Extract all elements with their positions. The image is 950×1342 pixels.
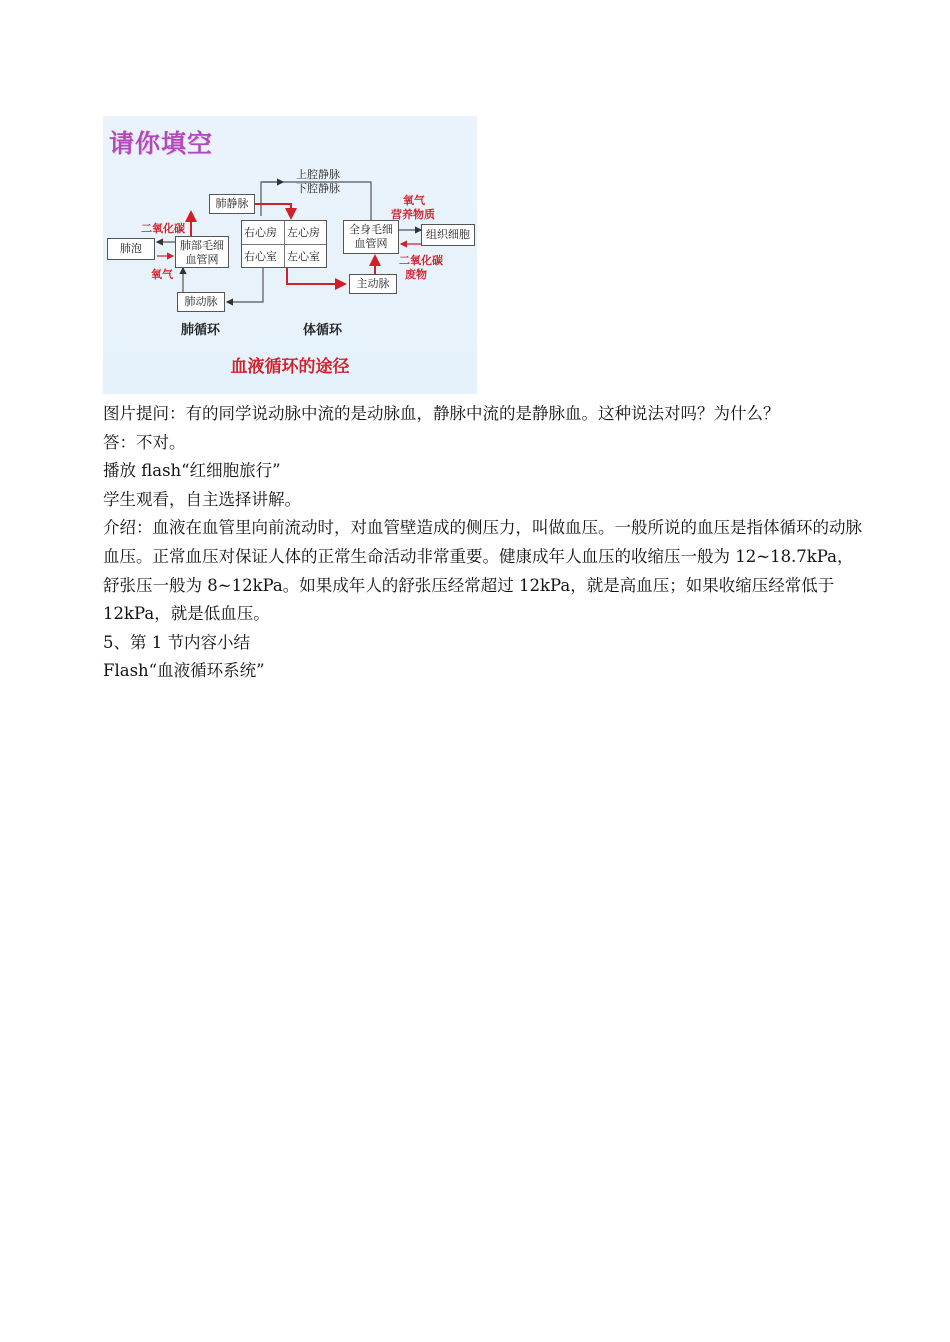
- label-body-capillary: 全身毛细血管网: [349, 223, 393, 250]
- label-co2-right: 二氧化碳: [399, 254, 443, 267]
- box-aorta: 主动脉: [349, 274, 397, 294]
- box-alveoli: 肺泡: [107, 238, 155, 260]
- label-nutrients: 营养物质: [391, 208, 435, 221]
- paragraph-summary: 5、第 1 节内容小结: [103, 632, 250, 652]
- paragraph-flash-1: 播放 flash“红细胞旅行”: [103, 461, 281, 481]
- label-pulmonary-circulation: 肺循环: [181, 323, 221, 338]
- circulation-diagram: [103, 116, 477, 394]
- label-right-ventricle: 右心室: [244, 250, 277, 263]
- paragraph-students: 学生观看，自主选择讲解。: [103, 489, 301, 509]
- label-waste: 废物: [405, 268, 427, 281]
- label-lower-vena-cava: 下腔静脉: [296, 182, 340, 195]
- label-left-atrium: 左心房: [287, 226, 320, 239]
- label-left-ventricle: 左心室: [287, 250, 320, 263]
- paragraph-intro: 介绍：血液在血管里向前流动时，对血管壁造成的侧压力，叫做血压。一般所说的血压是指体循环的动脉血压。正常血压对保证人体的正常生命活动非常重要。健康成年人血压的收缩压一般为 12~18.7kPa，舒张压一般为 8~12kPa。如果成年人的舒张压经常超过 12kPa，就是高血压；如果收缩压经常低于 12kPa，就是低血压。: [103, 518, 862, 624]
- label-lung-capillary: 肺部毛细血管网: [180, 239, 224, 266]
- label-systemic-circulation: 体循环: [303, 323, 343, 338]
- figure-title: 请你填空: [109, 129, 214, 158]
- label-right-atrium: 右心房: [244, 226, 277, 239]
- label-co2-left: 二氧化碳: [141, 222, 185, 235]
- paragraph-question: 图片提问：有的同学说动脉中流的是动脉血，静脉中流的是静脉血。这种说法对吗？为什么？: [103, 404, 780, 423]
- box-body-capillary: [343, 220, 399, 254]
- label-o2-left: 氧气: [151, 268, 173, 281]
- label-o2-right: 氧气: [403, 194, 425, 207]
- box-pulmonary-vein: 肺静脉: [209, 194, 255, 214]
- paragraph-answer: 答：不对。: [103, 432, 186, 452]
- box-heart: [241, 220, 327, 268]
- body-text: [103, 400, 863, 686]
- label-upper-vena-cava: 上腔静脉: [296, 168, 340, 181]
- paragraph-flash-2: Flash“血液循环系统”: [103, 661, 265, 681]
- box-tissue-cell: 组织细胞: [421, 224, 475, 246]
- box-lung-capillary: [175, 236, 229, 268]
- figure-caption: 血液循环的途径: [230, 357, 350, 377]
- box-pulmonary-artery: 肺动脉: [177, 292, 225, 312]
